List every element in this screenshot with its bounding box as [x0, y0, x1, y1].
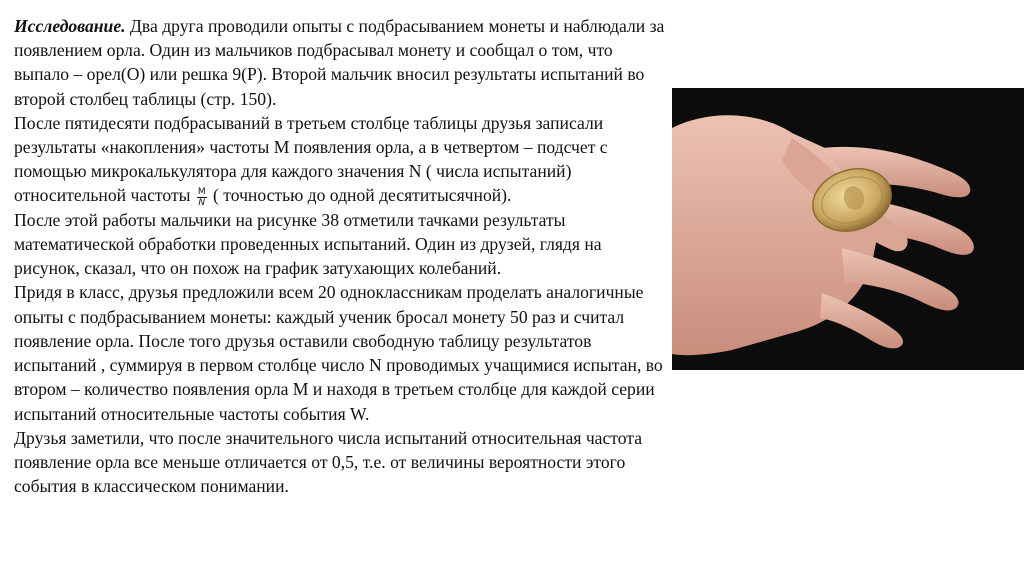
paragraph-classmates: Придя в класс, друзья предложили всем 20 одноклассникам проделать аналогичные опыты с подбрасыванием монеты: каждый ученик бросал монету 50 раз и считал появление орла. После того друзья оставили свободную таблицу результатов испытаний , суммируя в первом столбце число N проводимых учащимися испытан, во втором – количество появления орла М и находя в третьем столбце для каждой серии испытаний относительные частоты события W. — [14, 282, 663, 424]
fraction-m-over-n — [197, 187, 207, 208]
text-block — [14, 14, 666, 498]
fraction-denominator: N — [198, 197, 206, 208]
paragraph-accumulation — [14, 111, 666, 208]
fraction-numerator: M — [197, 186, 206, 197]
paragraph-conclusion: Друзья заметили, что после значительного числа испытаний относительная частота появление орла все меньше отличается от 0,5, т.е. от величины вероятности этого события в классическом понимании. — [14, 427, 643, 497]
hand-coin-illustration — [672, 88, 1024, 370]
hand-holding-coin-photo — [672, 88, 1024, 370]
accumulation-text-end: ( точностью до одной десятитысячной). — [213, 185, 512, 206]
research-heading: Исследование. — [14, 16, 126, 36]
accumulation-text: После пятидесяти подбрасываний в третьем столбце таблицы друзья записали результаты «накопления» частоты М появления орла, а в четвертом – подсчет с помощью микрокалькулятора для каждого значения N ( числа испытаний) относительной частоты — [14, 112, 608, 206]
paragraph-figure: После этой работы мальчики на рисунке 38 отметили тачками результаты математической обработки проведенных испытаний. Один из друзей, глядя на рисунок, сказал, что он похож на график затухающих колебаний. — [14, 209, 602, 279]
research-text: Два друга проводили опыты с подбрасыванием монеты и наблюдали за появлением орла. Один из мальчиков подбрасывал монету и сообщал о том, что выпало – орел(О) или решка 9(Р). Второй мальчик вносил результаты испытаний во второй столбец таблицы (стр. 150). — [14, 16, 665, 109]
paragraph-research — [14, 14, 666, 111]
